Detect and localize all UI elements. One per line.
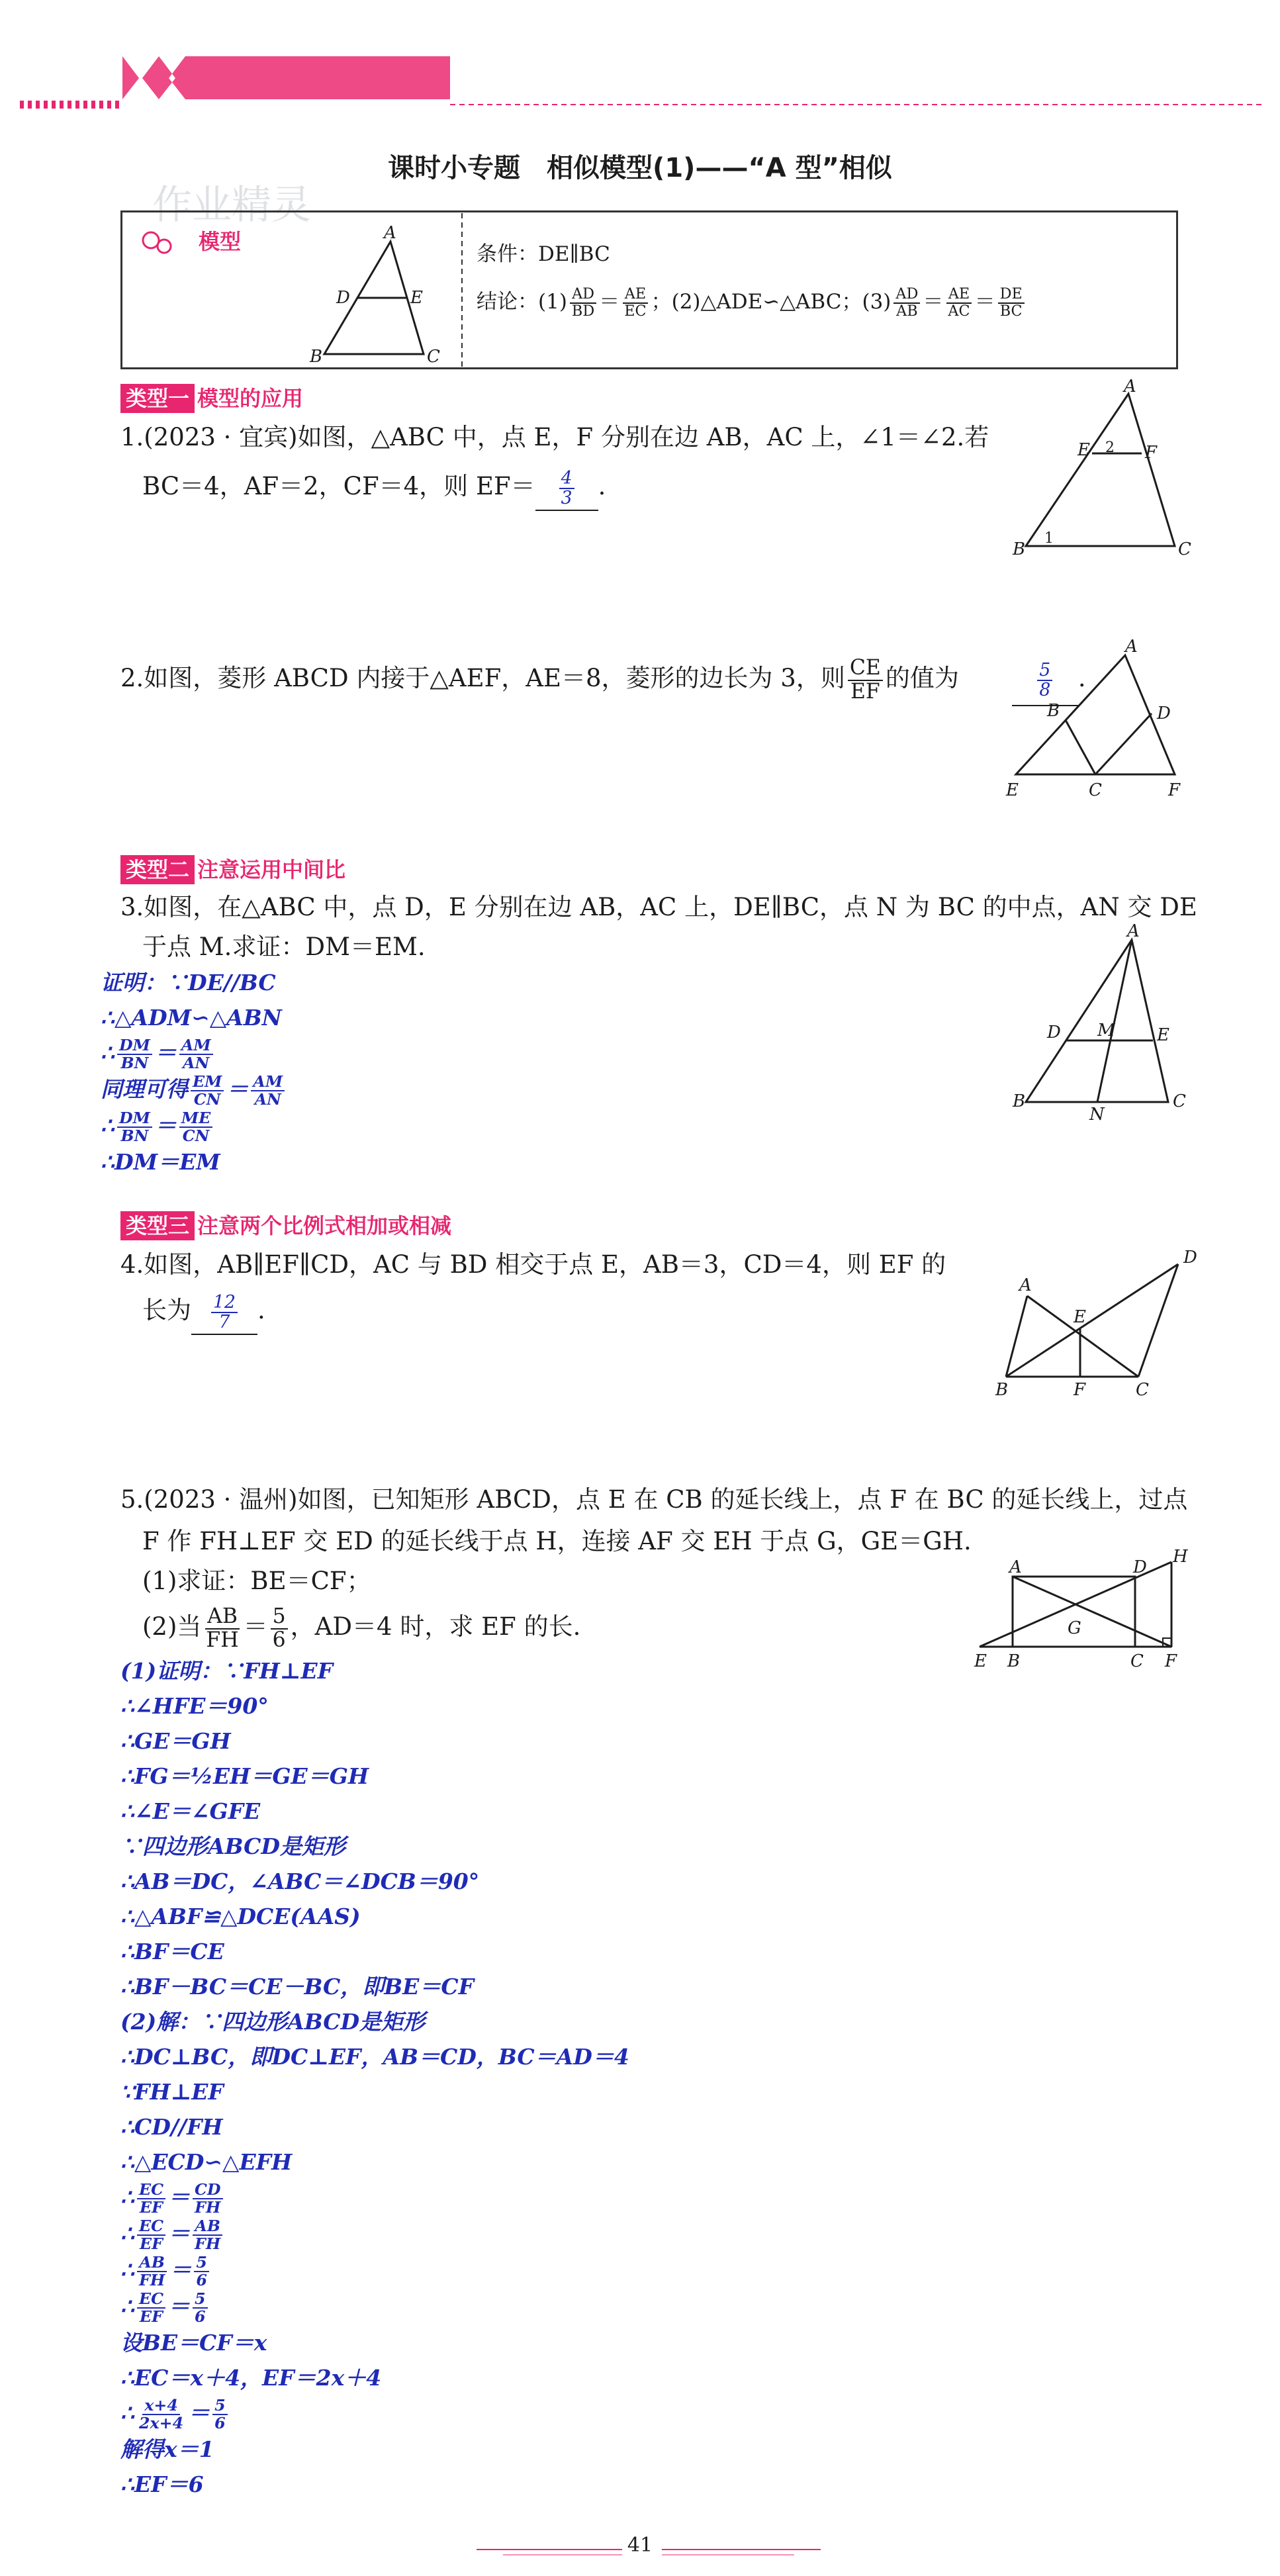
- svg-text:E: E: [1077, 440, 1090, 460]
- question-5-line3: (1)求证：BE＝CF；: [142, 1567, 371, 1595]
- svg-text:2: 2: [1105, 439, 1115, 456]
- question-2: 2.如图，菱形 ABCD 内接于△AEF，AE＝8，菱形的边长为 3，则 $\frac{CE}{EF}$ 的值为 $\frac{5}{8}$ .: [120, 652, 1086, 706]
- page-number: 41: [627, 2534, 653, 2557]
- question-5-line2: F 作 FH⊥EF 交 ED 的延长线于点 H，连接 AF 交 EH 于点 G，GE＝GH.: [142, 1527, 972, 1555]
- question-4-line1: 4.如图，AB∥EF∥CD，AC 与 BD 相交于点 E，AB＝3，CD＝4，则 EF 的: [120, 1250, 946, 1279]
- svg-text:M: M: [1097, 1021, 1115, 1040]
- svg-text:F: F: [1168, 780, 1181, 800]
- svg-text:B: B: [1007, 1651, 1021, 1671]
- svg-text:F: F: [1145, 443, 1158, 463]
- figure-q2: [1006, 635, 1198, 807]
- svg-text:E: E: [1074, 1307, 1086, 1327]
- page-title: 课时小专题 相似模型(1)——“A 型”相似: [388, 153, 892, 183]
- svg-text:C: C: [1173, 1091, 1186, 1111]
- model-box-divider: [0, 0, 1280, 397]
- svg-text:A: A: [384, 223, 396, 243]
- svg-text:H: H: [1173, 1547, 1188, 1567]
- svg-text:B: B: [1013, 1091, 1026, 1111]
- svg-text:D: D: [1183, 1248, 1197, 1267]
- figure-q5: [973, 1549, 1191, 1675]
- svg-text:E: E: [1006, 780, 1019, 800]
- svg-text:A: A: [1125, 637, 1138, 657]
- svg-text:D: D: [336, 288, 350, 308]
- question-3-line1: 3.如图，在△ABC 中，点 D，E 分别在边 AB，AC 上，DE∥BC，点 N 为 BC 的中点，AN 交 DE: [120, 893, 1197, 921]
- model-condition: 条件：DE∥BC: [477, 242, 610, 266]
- section-type-2: 类型二 注意运用中间比: [120, 855, 345, 884]
- svg-text:F: F: [1074, 1380, 1086, 1400]
- figure-q4: [986, 1244, 1198, 1403]
- svg-text:F: F: [1165, 1651, 1177, 1671]
- section-type-1: 类型一 模型的应用: [120, 384, 303, 413]
- question-5-solution: (1)证明：∵FH⊥EF ∴∠HFE＝90° ∴GE＝GH ∴FG＝½EH＝GE＝GH ∴∠E＝∠GFE ∵四边形ABCD是矩形 ∴AB＝DC，∠ABC＝∠DCB＝90° ∴△ABF≌△DCE(AAS) ∴BF＝CE ∴BF－BC＝CE－BC，即BE＝CF (2)解：∵四边形ABCD是矩形 ∴DC⊥BC，即DC⊥EF，AB＝CD，BC＝AD＝4 ∵FH⊥EF ∴CD//FH ∴△ECD∽△EFH ∴ $\frac{EC}{EF}$ ＝ $\frac{CD}{FH}$ ∴ $\frac{EC}{EF}$ ＝ $\frac{AB}{FH}$ ∴ $\frac{AB}{FH}$ ＝ $\frac{5}{6}$ ∴ $\frac{EC}{EF}$ ＝ $\frac{5}{6}$ 设BE＝CF＝x ∴EC＝x＋4，EF＝2x＋4 ∴ $\frac{x+4}{2x+4}$ ＝ $\frac{5}{6}$ 解得x＝1 ∴EF＝6: [120, 1658, 629, 2497]
- svg-text:E: E: [974, 1651, 987, 1671]
- question-1-line1: 1.(2023 · 宜宾)如图，△ABC 中，点 E，F 分别在边 AB，AC 上，∠1＝∠2.若: [120, 423, 989, 451]
- svg-text:B: B: [1013, 539, 1026, 559]
- svg-text:D: D: [1133, 1557, 1147, 1577]
- model-conclusion: 结论：(1) $\frac{AD}{BD}$ ＝ $\frac{AE}{EC}$ ；(2)△ADE∽△ABC；(3) $\frac{AD}{AB}$ ＝ $\frac{AE}{AC}$ ＝ $\frac{DE}{BC}$: [477, 278, 1027, 326]
- section-type-3: 类型三 注意两个比例式相加或相减: [120, 1211, 451, 1240]
- watermark: 作业精灵: [152, 182, 311, 228]
- svg-text:D: D: [1047, 1023, 1061, 1042]
- svg-text:N: N: [1089, 1105, 1105, 1125]
- svg-text:B: B: [1047, 701, 1060, 721]
- model-triangle-figure: [310, 223, 443, 367]
- question-1-line2: BC＝4，AF＝2，CF＝4，则 EF＝ $\frac{4}{3}$ .: [142, 463, 606, 511]
- figure-q3: [1006, 921, 1198, 1125]
- svg-text:C: C: [1136, 1380, 1149, 1400]
- question-5-line4: (2)当 $\frac{AB}{FH}$ ＝ $\frac{5}{6}$ ，AD＝4 时，求 EF 的长.: [142, 1604, 581, 1652]
- svg-text:1: 1: [1044, 530, 1054, 547]
- figure-q1: [1013, 377, 1191, 563]
- svg-text:D: D: [1157, 704, 1171, 723]
- svg-text:A: A: [1009, 1557, 1022, 1577]
- svg-text:G: G: [1068, 1618, 1081, 1638]
- svg-text:A: A: [1019, 1275, 1032, 1295]
- svg-text:B: B: [995, 1380, 1009, 1400]
- question-3-line2: 于点 M.求证：DM＝EM.: [142, 933, 426, 961]
- question-3-solution: 证明：∵DE//BC ∴△ADM∽△ABN ∴ $\frac{DM}{BN}$ ＝ $\frac{AM}{AN}$ 同理可得 $\frac{EM}{CN}$ ＝ $\frac{AM}{AN}$ ∴ $\frac{DM}{BN}$ ＝ $\frac{ME}{CN}$ ∴DM＝EM: [101, 965, 287, 1179]
- svg-text:B: B: [310, 347, 323, 367]
- svg-text:C: C: [1130, 1651, 1144, 1671]
- model-label: 模型: [199, 229, 242, 254]
- question-5-line1: 5.(2023 · 温州)如图，已知矩形 ABCD，点 E 在 CB 的延长线上，点 F 在 BC 的延长线上，过点: [120, 1485, 1188, 1514]
- svg-text:C: C: [1178, 539, 1191, 559]
- svg-text:A: A: [1124, 377, 1136, 396]
- svg-text:E: E: [410, 288, 423, 308]
- svg-text:C: C: [427, 347, 440, 367]
- question-4-line2: 长为 $\frac{12}{7}$ .: [142, 1287, 265, 1335]
- svg-text:C: C: [1089, 780, 1102, 800]
- svg-text:A: A: [1127, 921, 1140, 941]
- svg-text:E: E: [1157, 1025, 1169, 1045]
